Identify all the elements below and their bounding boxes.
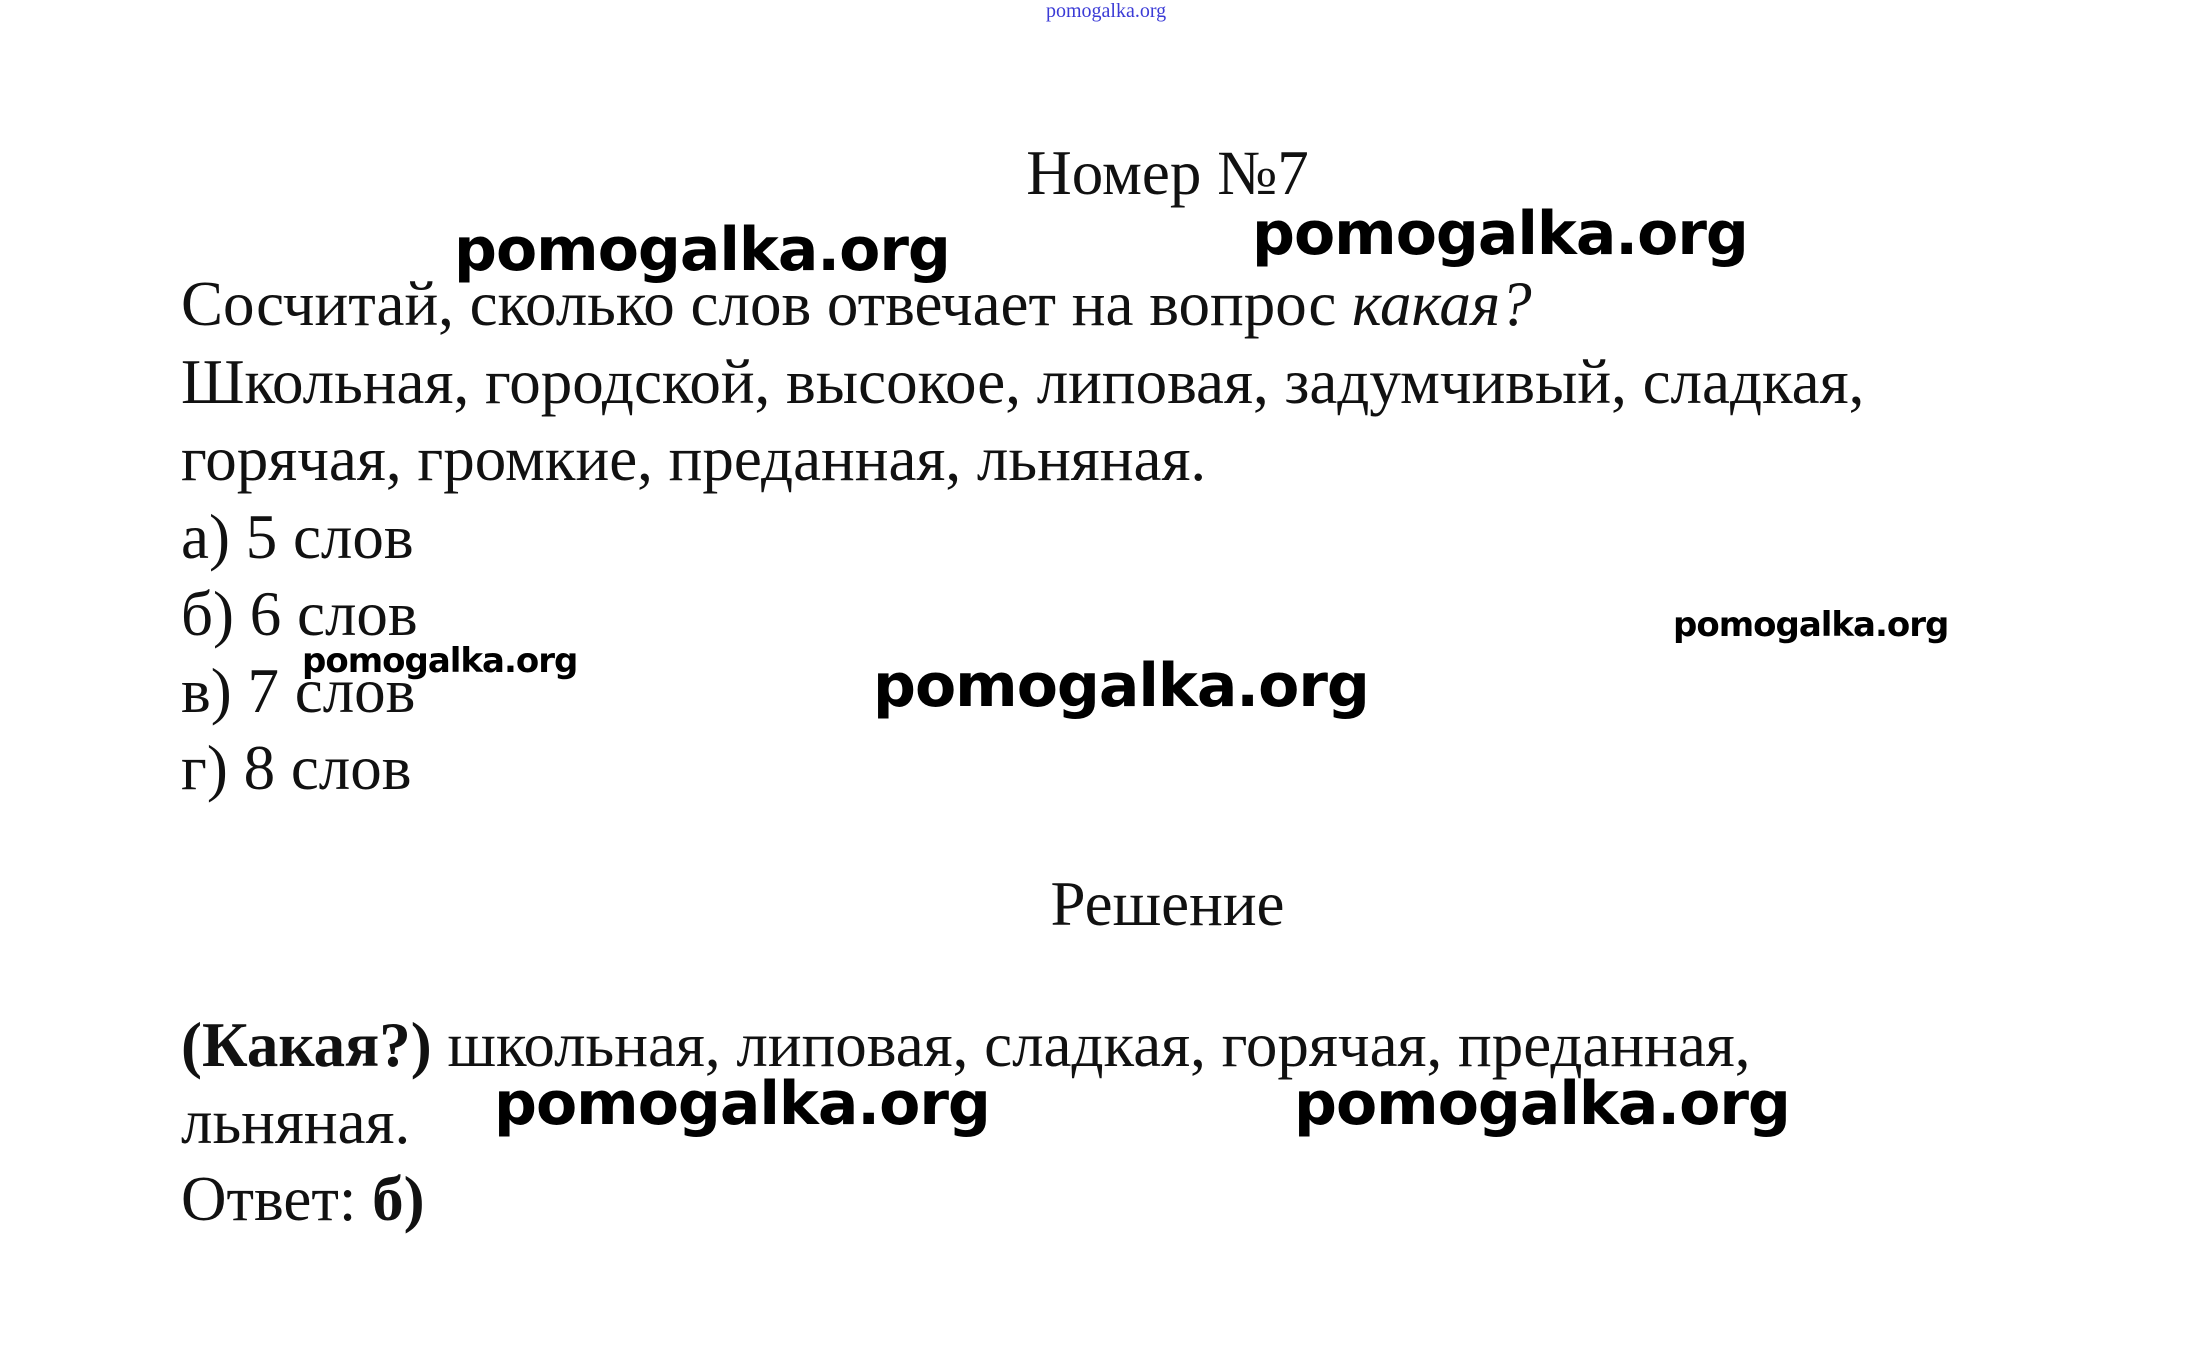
watermark: pomogalka.org — [1294, 1069, 1790, 1139]
answer-prefix: Ответ: — [181, 1164, 373, 1234]
task-prompt-text: Сосчитай, сколько слов отвечает на вопрос — [181, 269, 1353, 339]
watermark: pomogalka.org — [494, 1069, 990, 1139]
watermark: pomogalka.org — [302, 641, 578, 681]
answer-line — [181, 1164, 425, 1234]
solution-line-1-text: школьная, липовая, сладкая, горячая, преданная, — [431, 1010, 1751, 1080]
task-question-word: какая? — [1352, 269, 1532, 339]
solution-label: (Какая?) — [181, 1010, 432, 1080]
watermark: pomogalka.org — [873, 651, 1369, 721]
option-b: б) 6 слов — [181, 579, 418, 649]
watermark: pomogalka.org — [454, 215, 950, 285]
option-a: а) 5 слов — [181, 502, 414, 572]
watermark: pomogalka.org — [1252, 199, 1748, 269]
option-c: в) 7 слов — [181, 656, 416, 726]
word-list-line-2: горячая, громкие, преданная, льняная. — [181, 424, 1207, 494]
word-list-line-1: Школьная, городской, высокое, липовая, задумчивый, сладкая, — [181, 347, 1865, 417]
solution-line-1 — [181, 1010, 1751, 1080]
solution-heading: Решение — [1050, 869, 1285, 939]
option-d: г) 8 слов — [181, 733, 412, 803]
solution-line-2: льняная. — [181, 1087, 411, 1157]
watermark: pomogalka.org — [1673, 605, 1949, 645]
answer-value: б) — [372, 1164, 425, 1234]
header-site-link[interactable]: pomogalka.org — [1046, 0, 1167, 22]
page-title: Номер №7 — [1026, 138, 1309, 208]
